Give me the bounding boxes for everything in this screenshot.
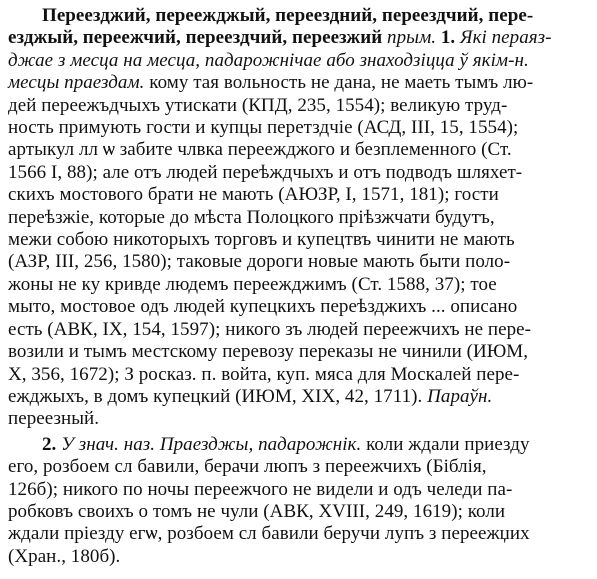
sense-2-number: 2. <box>42 433 57 455</box>
quotation-line: межи собою никоторыхъ торговъ и купецтвъ чинити не мають <box>8 229 515 251</box>
sense-1-line <box>8 72 594 94</box>
sense-1-definition-start: Які пераяз- <box>460 27 552 49</box>
quotation-line: жоны не ку кривде людемъ переежджимъ (Ст. 1588, 37); тое <box>8 273 497 295</box>
quotation-line: мыто, мостовое одъ людей купецкихъ переѣзджихъ ... описано <box>8 296 518 318</box>
headword-variants-2: езджый, переежчий, переездчий, переезжий <box>8 27 383 49</box>
quotation-line: 126б); никого по ночы переежчого не видели и одъ челеди па- <box>8 478 513 500</box>
sense-2-line <box>8 434 594 456</box>
quotation-line: артыкул лл ѡ забите члвка переежджого и безплеменного (Ст. <box>8 139 512 161</box>
quotation-line: (АЗР, III, 256, 1580); таковые дороги новые мають быти поло- <box>8 251 511 273</box>
headword-variants-1: Переезджий, переежджый, переездний, переездчий, пере- <box>42 5 534 26</box>
entry-headword-line-1 <box>8 5 594 27</box>
quotation-line: скихъ мостового брати не мають (АЮЗР, I, 1571, 181); гости <box>8 184 499 206</box>
quotation-line: (Хран., 180б). <box>8 545 121 567</box>
sense-1-definition-end: месцы праездам. <box>8 72 145 94</box>
sense-2-definition: У знач. наз. Праезджы, падарожнік. <box>61 433 362 455</box>
quotation-line: 1566 I, 88); але отъ людей переѣждчыхъ и отъ подводъ шляхет- <box>8 161 523 183</box>
quotation-text: кому тая вольность не дана, не маеть тымъ лю- <box>149 72 534 94</box>
quotation-line: дей переежъдчыхъ утискати (КПД, 235, 1554); великую труд- <box>8 94 508 116</box>
quotation-line: ность примують гости и купцы перетздчіе (АСД, III, 15, 1554); <box>8 117 519 139</box>
cross-reference-word: переезный. <box>8 408 100 430</box>
part-of-speech: прым. <box>387 27 437 49</box>
quotation-line: переѣзжіе, которые до мѣста Полоцкого пріѣзжчати будутъ, <box>8 206 495 228</box>
compare-label: Параўн. <box>427 385 493 407</box>
entry-headword-line-2 <box>8 27 594 49</box>
quotation-line: есть (АВК, IX, 154, 1597); никого зъ людей переежчихъ не пере- <box>8 318 532 340</box>
quotation-line: его, розбоем сл бавили, берачи люпъ з переежчихъ (Біблія, <box>8 456 487 478</box>
quotation-text: ежджыхъ, в домъ купецкий (ИЮМ, XIX, 42, 1711). <box>8 385 423 407</box>
quotation-line: X, 356, 1672); З росказ. п. войта, куп. мяса для Москалей пере- <box>8 363 520 385</box>
quotation-line: возили и тымъ местскому перевозу переказы не чинили (ИЮМ, <box>8 341 529 363</box>
quotation-line-with-cross-reference <box>8 386 594 408</box>
quotation-line: ждали пріезду егѡ, розбоем сл бавили беручи лупъ з переежџих <box>8 523 530 545</box>
quotation-line: робковъ своихъ о томъ не чули (АВК, XVIII, 249, 1619); коли <box>8 500 506 522</box>
sense-1-number: 1. <box>440 27 456 49</box>
quotation-text: коли ждали приездy <box>366 433 530 455</box>
sense-1-definition-line: джае з месца на месца, падарожнічае або знаходзіцца ў якім-н. <box>8 49 529 71</box>
